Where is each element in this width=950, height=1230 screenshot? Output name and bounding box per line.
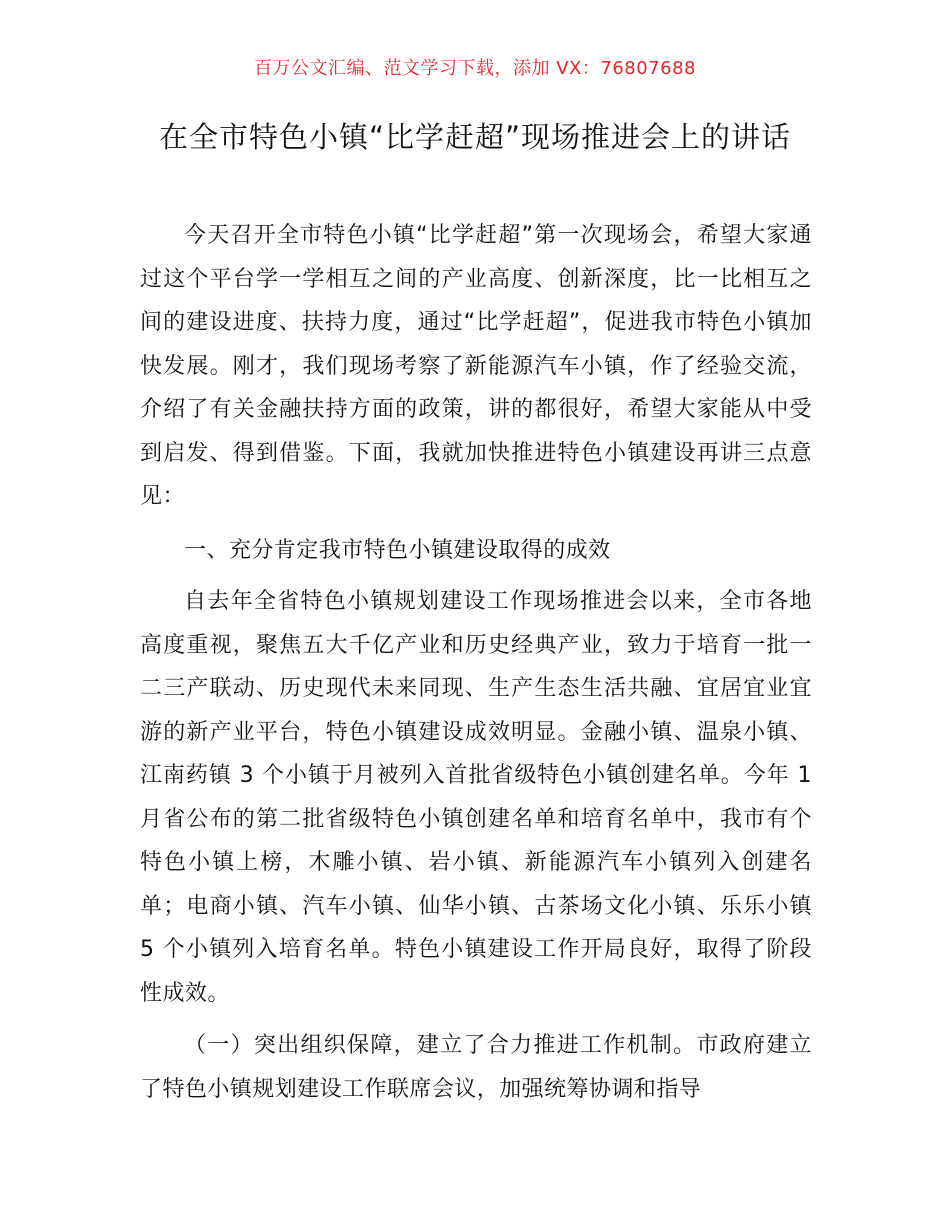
- section-heading-1: 一、充分肯定我市特色小镇建设取得的成效: [184, 537, 611, 563]
- paragraph-intro: 今天召开全市特色小镇“比学赶超”第一次现场会，希望大家通过这个平台学一学相互之间的产业高度、创新深度，比一比相互之间的建设进度、扶持力度，通过“比学赶超”，促进我市特色小镇加快发展。刚才，我们现场考察了新能源汽车小镇，作了经验交流，介绍了有关金融扶持方面的政策，讲的都很好，希望大家能从中受到启发、得到借鉴。下面，我就加快推进特色小镇建设再讲三点意见：: [140, 223, 812, 509]
- document-body: [140, 214, 812, 1111]
- document-title: 在全市特色小镇“比学赶超”现场推进会上的讲话: [158, 120, 792, 154]
- watermark-header: 百万公文汇编、范文学习下载，添加 VX：76807688: [254, 58, 696, 79]
- paragraph-subsection-1: （一）突出组织保障，建立了合力推进工作机制。市政府建立了特色小镇规划建设工作联席会议，加强统筹协调和指导: [140, 1033, 812, 1102]
- paragraph-achievements: 自去年全省特色小镇规划建设工作现场推进会以来，全市各地高度重视，聚焦五大千亿产业和历史经典产业，致力于培育一批一二三产联动、历史现代未来同现、生产生态生活共融、宜居宜业宜游的新产业平台，特色小镇建设成效明显。金融小镇、温泉小镇、江南药镇 3 个小镇于月被列入首批省级特色小镇创建名单。今年 1 月省公布的第二批省级特色小镇创建名单和培育名单中，我市有个特色小镇上榜，木雕小镇、岩小镇、新能源汽车小镇列入创建名单；电商小镇、汽车小镇、仙华小镇、古茶场文化小镇、乐乐小镇 5 个小镇列入培育名单。特色小镇建设工作开局良好，取得了阶段性成效。: [140, 589, 812, 1006]
